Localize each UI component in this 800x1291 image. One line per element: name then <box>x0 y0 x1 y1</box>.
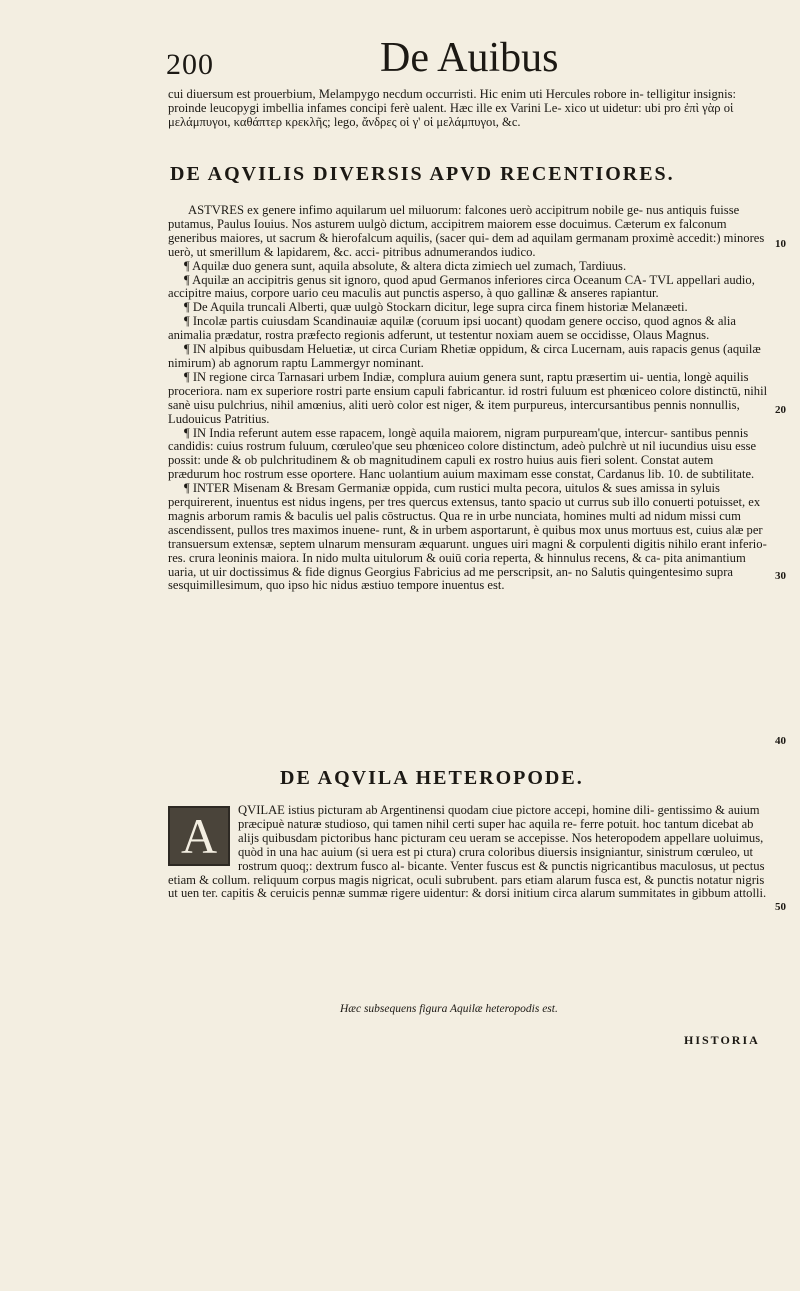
section-body-recentiores <box>168 204 768 593</box>
page-header <box>162 32 762 88</box>
paragraph-tarnasari: ¶ IN regione circa Tarnasari urbem Indiæ, complura auium genera sunt, raptu præsertim ui- uentia, longè aquilis proceriora. nam ex superiore rostri parte ensium capuli fabricantur. id rostri fuluum est phœniceo colore distinctū, nihil sanè uisu pulchrius, nihil amœnius, aliti uerò color est niger, & item purpureus, intercursantibus pennis nonnullis, Ludouicus Patritius. <box>168 369 768 426</box>
margin-line-number: 30 <box>775 570 786 582</box>
paragraph-catul: ¶ Aquilæ an accipitris genus sit ignoro, quod apud Germanos inferiores circa Oceanum CA- TVL appellari audio, accipitre maius, corpore uario ceu maculis aut punctis asperso, à quo gallinæ & anseres rapiantur. <box>168 272 755 301</box>
margin-line-number: 10 <box>775 238 786 250</box>
paragraph-lammergyr: ¶ IN alpibus quibusdam Heluetiæ, ut circa Curiam Rhetiæ oppidum, & circa Lucernam, auis rapacis genus (aquilæ nimirum) ab agnorum raptu Lammergyr nominant. <box>168 342 761 370</box>
continuation-text: cui diuersum est prouerbium, Melampygo necdum occurristi. Hic enim uti Hercules robore in- telligitur insignis: proinde leucopygi imbellia infames concipi ferè ualent. Hæc ille ex Varini Le- xico ut uidetur: ubi pro ἐπὶ γὰρ οἱ μελάμπυγοι, καθάπτερ κρεκλῆς; lego, ἄνδρες οἱ γ' οἱ μελάμπυγοι, &c. <box>168 87 736 129</box>
page-number: 200 <box>166 48 214 81</box>
catchword: HISTORIA <box>684 1033 760 1047</box>
section-heading-recentiores: DE AQVILIS DIVERSIS APVD RECENTIORES. <box>170 163 675 185</box>
paragraph-scandinavia: ¶ Incolæ partis cuiusdam Scandinauiæ aquilæ (coruum ipsi uocant) quodam genere occiso, quod agnos & alia animalia prædatur, rostra præfecto regionis adferunt, ut testentur noxiam auem se occidisse, Olaus Magnus. <box>168 314 737 343</box>
figure-caption: Hæc subsequens figura Aquilæ heteropodis est. <box>340 1003 558 1015</box>
decorated-initial: A <box>168 806 230 866</box>
section-body-heteropode <box>168 804 768 901</box>
running-title: De Auibus <box>380 35 559 81</box>
paragraph-misena: ¶ INTER Misenam & Bresam Germaniæ oppida, cum rustici multa pecora, uitulos & sues amissa in syluis perquirerent, inuentus est nidus ingens, per tres quercus extensus, tanto spacio ut currus sub illo conuerti potuisset, ex magnis arborum ramis & baculis uel palis cōstructus. Qua re in urbe nunciata, homines multi ad nidum missi cum ascendissent, pullos tres maximos inuene- runt, & in urbem asportarunt, è quibus mox unus mortuus est, cuius alæ per transuersum extensæ, septem ulnarum mensuram æquarunt. ungues uiri magni & corpulenti digitis nihilo erant inferio- res. crura leoninis maiora. In nido multa uitulorum & ouiū coria reperta, & hinnulus recens, & ca- pita animantium uaria, ut uir doctissimus & fide dignus Georgius Fabricius ad me perscripsit, an- no Salutis quingentesimo supra sesquimillesimum, quo ipso hic nidus æstiuo tempore inuentus est. <box>168 481 767 593</box>
continuation-paragraph <box>168 88 768 130</box>
paragraph-astures: ASTVRES ex genere infimo aquilarum uel miluorum: falcones uerò accipitrum nobile ge- nus antiquis fuisse putamus, Paulus Iouius. Nos asturem uulgò dictum, accipitrem maiorem esse docuimus. Cæterum ex falconum generibus maiores, ut sacrum & hierofalcum aquilis, (sacer qui- dem ad aquilam germanam proximè accedit:) minores uerò, ut smerillum & lapidarem, &c. acci- pitribus adnumerandos iudico. <box>168 203 765 259</box>
margin-line-number: 40 <box>775 735 786 747</box>
paragraph-heteropode: QVILAE istius picturam ab Argentinensi quodam ciue pictore accepi, homine dili- gentissimo & auium præcipuè naturæ studioso, qui tamen nihil certi super hac aquila re- ferre potuit. hoc tantum dicebat ab alijs quibusdam pictoribus hanc picturam ceu ueram se accepisse. Nos heteropodem appellare uoluimus, quòd in una hac auium (si uera est pi ctura) crura coloribus diuersis insigniantur, sinistrum cœruleo, ut rostrum quoq;: dextrum fusco al- bicante. Venter fuscus est & punctis nigricantibus maculosus, ut pectus etiam & collum. reliquum corpus magis nigricat, oculi subrubent. pars etiam alarum fusca est, & punctis notatur nigris ut uen ter. capitis & ceruicis pennæ summæ rigere uidentur: & dorsi initium circa alarum summitates in gibbum attolli. <box>168 803 767 901</box>
paragraph-duo-genera: ¶ Aquilæ duo genera sunt, aquila absolute, & altera dicta zimiech uel zumach, Tardiuus. <box>184 258 627 273</box>
margin-line-number: 50 <box>775 901 786 913</box>
margin-line-number: 20 <box>775 404 786 416</box>
paragraph-india: ¶ IN India referunt autem esse rapacem, longè aquila maiorem, nigram purpuream'que, intercur- santibus pennis candidis: cuius rostrum fuluum, cœruleo'que seu phœniceo colore distinctum, adeò pulchrè ut nil iucundius uisu esse possit: unde & ob pulchritudinem & ob magnitudinem capuli ex rostro huius auis fieri solent. Constat autem prædurum hoc rostrum esse oportere. Hanc uolantium auium maximam esse constat, Cardanus lib. 10. de subtilitate. <box>168 425 757 482</box>
paragraph-truncalis: ¶ De Aquila truncali Alberti, quæ uulgò Stockarn dicitur, lege supra circa finem historiæ Melanæeti. <box>184 300 688 315</box>
section-heading-heteropode: DE AQVILA HETEROPODE. <box>280 767 584 789</box>
